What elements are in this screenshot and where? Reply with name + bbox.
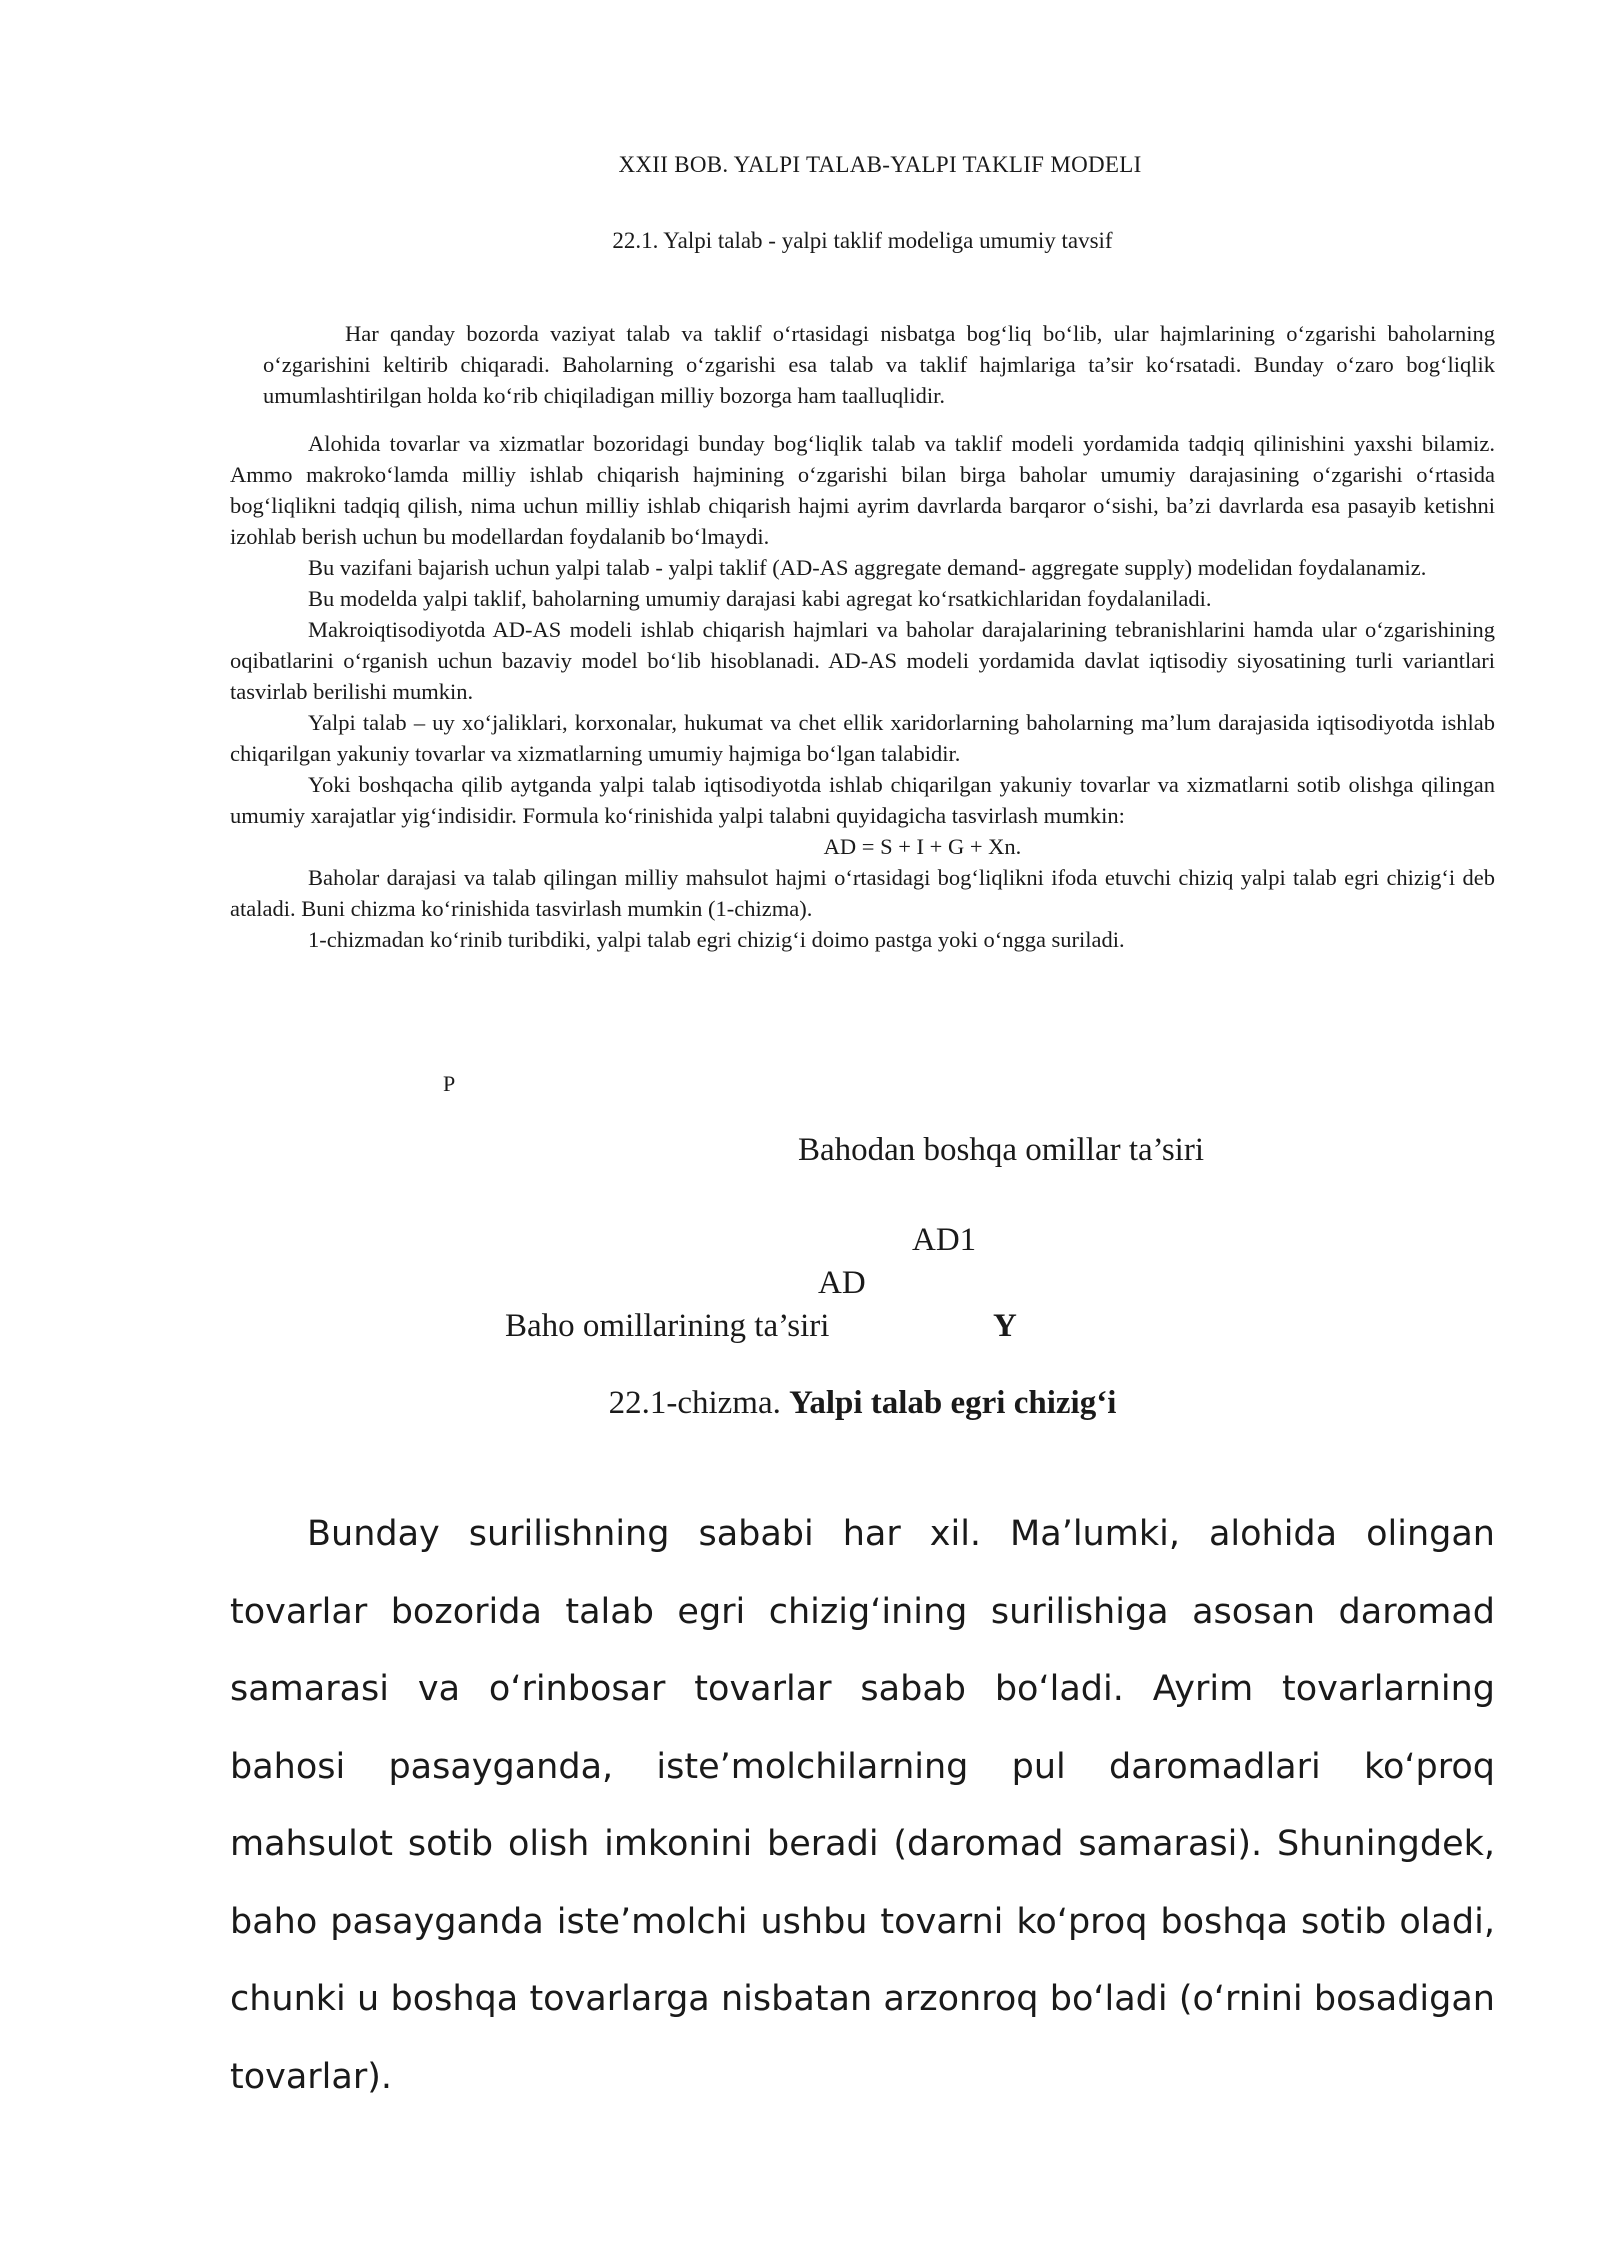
axis-label-p: P (443, 1071, 456, 1096)
formula: AD = S + I + G + Xn. (823, 834, 1022, 859)
paragraph: Makroiqtisodiyotda AD-AS modeli ishlab chiqarish hajmlari va baholar darajalarining tebranishlarini hamda ular o‘zgarishining oqibatlarini o‘rganish uchun bazaviy model bo‘lib hisoblanadi. AD-AS modeli yordamida davlat iqtisodiy siyosatining turli variantlari tasvirlab berilishi mumkin. (230, 617, 1495, 704)
caption-title: Yalpi talab egri chizig‘i (789, 1385, 1117, 1421)
paragraph: Yalpi talab – uy xo‘jaliklari, korxonalar, hukumat va chet ellik xaridorlarning baholarning ma’lum darajasida iqtisodiyotda ishlab chiqarilgan yakuniy tovarlar va xizmatlarning umumiy hajmiga bo‘lgan talabidir. (230, 710, 1495, 766)
axis-label-y: Y (993, 1308, 1017, 1344)
nonprice-effect-label: Bahodan boshqa omillar ta’siri (798, 1132, 1205, 1168)
caption-prefix: 22.1-chizma. (608, 1385, 790, 1421)
section-title: 22.1. Yalpi talab - yalpi taklif modeliga umumiy tavsif (612, 228, 1113, 253)
paragraph: 1-chizmadan ko‘rinib turibdiki, yalpi talab egri chizig‘i doimo pastga yoki o‘ngga suriladi. (308, 927, 1125, 952)
price-effect-label: Baho omillarining ta’siri (505, 1308, 830, 1344)
curve-label-ad: AD (818, 1265, 866, 1301)
closing-paragraph: Bunday surilishning sababi har xil. Ma’lumki, alohida olingan tovarlar bozorida talab egri chizig‘ining surilishiga asosan daromad samarasi va o‘rinbosar tovarlar sabab bo‘ladi. Ayrim tovarlarning bahosi pasayganda, iste’molchilarning pul daromadlari ko‘proq mahsulot sotib olish imkonini beradi (daromad samarasi). Shuningdek, baho pasayganda iste’molchi ushbu tovarni ko‘proq boshqa sotib oladi, chunki u boshqa tovarlarga nisbatan arzonroq bo‘ladi (o‘rnini bosadigan tovarlar). (230, 1514, 1495, 2097)
chapter-title: XXII BOB. YALPI TALAB-YALPI TAKLIF MODELI (618, 152, 1142, 177)
paragraph-intro: Har qanday bozorda vaziyat talab va taklif o‘rtasidagi nisbatga bog‘liq bo‘lib, ular hajmlarining o‘zgarishi baholarning o‘zgarishini keltirib chiqaradi. Baholarning o‘zgarishi esa talab va taklif hajmlariga ta’sir ko‘rsatadi. Bunday o‘zaro bog‘liqlik umumlashtirilgan holda ko‘rib chiqiladigan milliy bozorga ham taalluqlidir. (263, 321, 1495, 408)
paragraph: Baholar darajasi va talab qilingan milliy mahsulot hajmi o‘rtasidagi bog‘liqlikni ifoda etuvchi chiziq yalpi talab egri chizig‘i deb ataladi. Buni chizma ko‘rinishida tasvirlash mumkin (1-chizma). (230, 865, 1495, 921)
curve-label-ad1: AD1 (912, 1222, 977, 1258)
paragraph: Alohida tovarlar va xizmatlar bozoridagi bunday bog‘liqlik talab va taklif modeli yordamida tadqiq qilinishini yaxshi bilamiz. Ammo makroko‘lamda milliy ishlab chiqarish hajmining o‘zgarishi bilan birga baholar umumiy darajasining o‘zgarishi o‘rtasida bog‘liqlikni tadqiq qilish, nima uchun milliy ishlab chiqarish hajmi ayrim davrlarda barqaror o‘sishi, ba’zi davrlarda esa pasayib ketishni izohlab berish uchun bu modellardan foydalanib bo‘lmaydi. (230, 431, 1495, 549)
paragraph: Bu vazifani bajarish uchun yalpi talab - yalpi taklif (AD-AS aggregate demand- aggregate supply) modelidan foydalanamiz. (308, 555, 1427, 580)
body-text (230, 428, 1495, 955)
paragraph: Bu modelda yalpi taklif, baholarning umumiy darajasi kabi agregat ko‘rsatkichlaridan foydalaniladi. (308, 586, 1212, 611)
paragraph: Yoki boshqacha qilib aytganda yalpi talab iqtisodiyotda ishlab chiqarilgan yakuniy tovarlar va xizmatlarni sotib olishga qilingan umumiy xarajatlar yig‘indisidir. Formula ko‘rinishida yalpi talabni quyidagicha tasvirlash mumkin: (230, 772, 1495, 828)
figure-caption (0, 1385, 1600, 1422)
